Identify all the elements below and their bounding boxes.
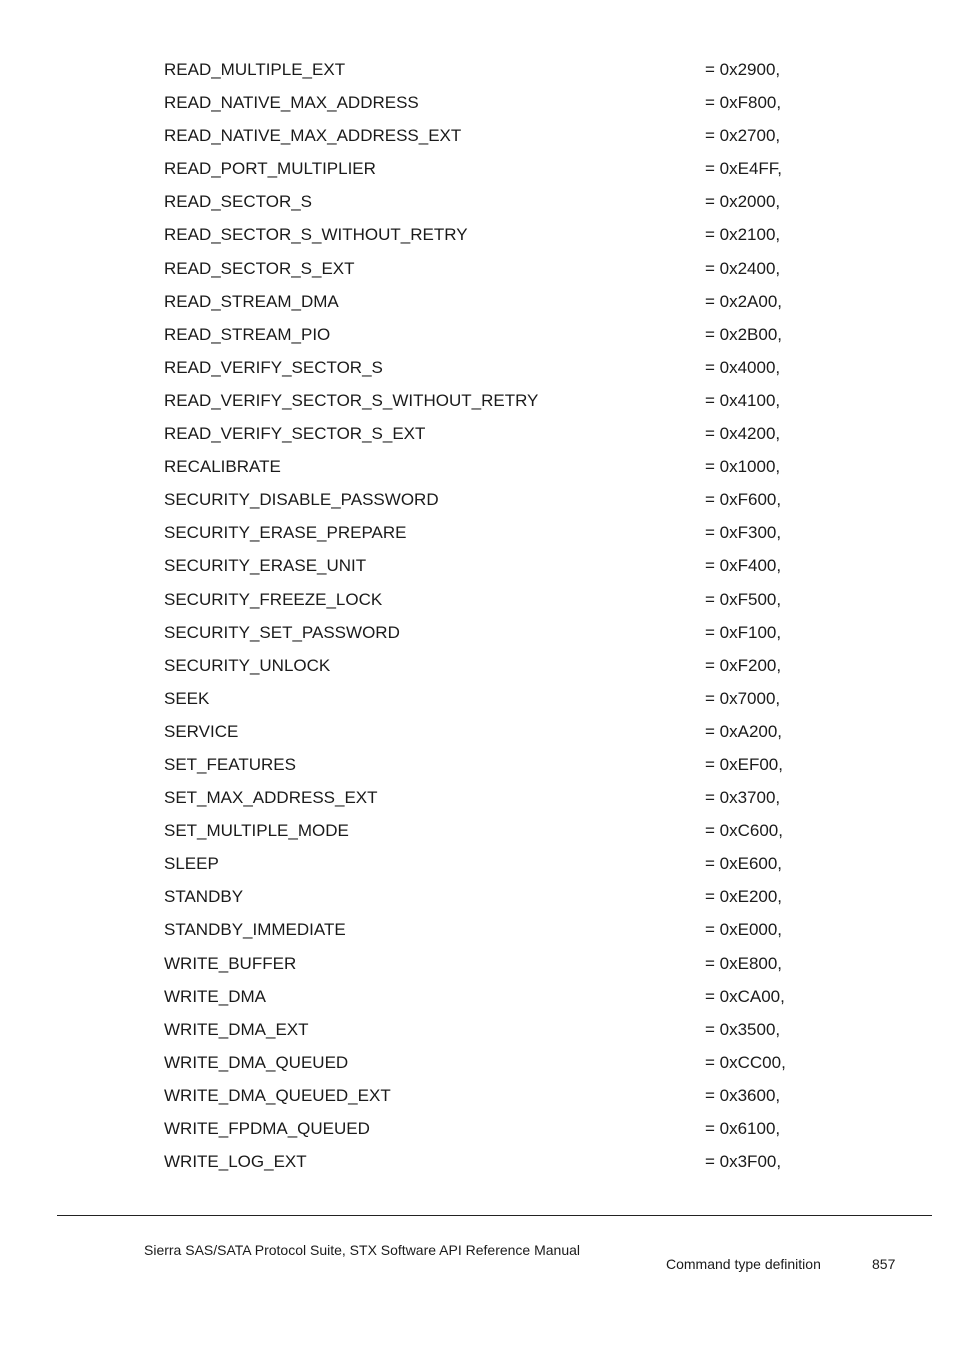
command-entry <box>0 1079 954 1112</box>
command-entry <box>0 847 954 880</box>
command-entry <box>0 748 954 781</box>
command-value: = 0x1000, <box>705 457 781 477</box>
command-entry <box>0 649 954 682</box>
command-name: WRITE_DMA_QUEUED_EXT <box>164 1085 391 1105</box>
command-entry <box>0 450 954 483</box>
command-name: SET_MAX_ADDRESS_EXT <box>164 788 378 808</box>
footer-page-number: 857 <box>872 1256 896 1272</box>
command-name: READ_SECTOR_S <box>164 192 313 212</box>
command-value: = 0x2900, <box>705 60 781 79</box>
command-name: SERVICE <box>164 721 239 741</box>
command-value: = 0x2A00, <box>705 291 783 311</box>
command-value: = 0x3F00, <box>705 1152 782 1172</box>
command-name: RECALIBRATE <box>164 457 281 477</box>
command-name: READ_NATIVE_MAX_ADDRESS <box>164 93 419 113</box>
command-value: = 0xEF00, <box>705 754 783 774</box>
command-value: = 0x2000, <box>705 192 781 212</box>
command-name: READ_SECTOR_S_WITHOUT_RETRY <box>164 225 468 245</box>
command-value: = 0xF300, <box>705 523 782 543</box>
command-entry <box>0 913 954 946</box>
command-value: = 0xE600, <box>705 854 783 874</box>
command-value: = 0x3600, <box>705 1085 781 1105</box>
command-name: WRITE_DMA_QUEUED <box>164 1052 349 1072</box>
command-entry <box>0 218 954 251</box>
command-value: = 0x3500, <box>705 1019 781 1039</box>
command-value: = 0x2400, <box>705 258 781 278</box>
command-name: STANDBY_IMMEDIATE <box>164 920 346 940</box>
command-entry <box>0 583 954 616</box>
command-entry <box>0 549 954 582</box>
command-name: SET_MULTIPLE_MODE <box>164 821 349 841</box>
command-name: SECURITY_SET_PASSWORD <box>164 622 400 642</box>
command-entry <box>0 483 954 516</box>
command-name: SECURITY_ERASE_PREPARE <box>164 523 407 543</box>
command-name: WRITE_DMA_EXT <box>164 1019 309 1039</box>
command-name: READ_STREAM_PIO <box>164 324 331 344</box>
command-name: WRITE_FPDMA_QUEUED <box>164 1119 370 1138</box>
command-name: READ_PORT_MULTIPLIER <box>164 159 376 179</box>
command-entry <box>0 814 954 847</box>
command-value: = 0x4200, <box>705 424 781 444</box>
command-name: SEEK <box>164 688 210 708</box>
command-entry <box>0 980 954 1013</box>
command-entry <box>0 119 954 152</box>
command-entry <box>0 152 954 185</box>
command-entry <box>0 616 954 649</box>
command-name: READ_NATIVE_MAX_ADDRESS_EXT <box>164 126 462 146</box>
command-value: = 0xCC00, <box>705 1052 786 1072</box>
command-list <box>0 53 954 1178</box>
command-value: = 0xF500, <box>705 589 782 609</box>
command-value: = 0xF800, <box>705 93 782 113</box>
command-name: SECURITY_DISABLE_PASSWORD <box>164 490 439 510</box>
command-name: WRITE_BUFFER <box>164 953 297 973</box>
command-value: = 0x4100, <box>705 390 781 410</box>
command-name: SECURITY_FREEZE_LOCK <box>164 589 383 609</box>
command-value: = 0xF400, <box>705 556 782 576</box>
command-name: SLEEP <box>164 854 219 874</box>
command-entry <box>0 1046 954 1079</box>
command-value: = 0x3700, <box>705 788 781 808</box>
command-value: = 0xC600, <box>705 821 783 841</box>
command-value: = 0x7000, <box>705 688 781 708</box>
command-value: = 0x2100, <box>705 225 781 245</box>
command-name: READ_VERIFY_SECTOR_S_EXT <box>164 424 426 444</box>
command-entry <box>0 781 954 814</box>
command-entry <box>0 516 954 549</box>
command-entry <box>0 947 954 980</box>
command-value: = 0x2700, <box>705 126 781 146</box>
command-value: = 0xE4FF, <box>705 159 783 179</box>
command-name: READ_SECTOR_S_EXT <box>164 258 355 278</box>
command-entry <box>0 53 954 86</box>
command-value: = 0x6100, <box>705 1119 781 1138</box>
command-entry <box>0 682 954 715</box>
command-value: = 0xF100, <box>705 622 782 642</box>
command-entry <box>0 185 954 218</box>
command-value: = 0x2B00, <box>705 324 783 344</box>
command-entry <box>0 417 954 450</box>
footer-divider <box>57 1215 932 1216</box>
command-name: READ_MULTIPLE_EXT <box>164 60 346 79</box>
command-value: = 0xA200, <box>705 721 783 741</box>
footer-section-title: Command type definition <box>666 1256 821 1272</box>
command-value: = 0xF200, <box>705 655 782 675</box>
command-name: READ_VERIFY_SECTOR_S <box>164 357 383 377</box>
command-name: SECURITY_ERASE_UNIT <box>164 556 367 576</box>
command-entry <box>0 318 954 351</box>
command-value: = 0xCA00, <box>705 986 785 1006</box>
command-name: SECURITY_UNLOCK <box>164 655 331 675</box>
command-value: = 0xE000, <box>705 920 783 940</box>
command-name: WRITE_DMA <box>164 986 266 1006</box>
command-entry <box>0 1013 954 1046</box>
command-name: READ_STREAM_DMA <box>164 291 339 311</box>
command-value: = 0x4000, <box>705 357 781 377</box>
command-entry <box>0 384 954 417</box>
command-entry <box>0 1145 954 1178</box>
command-value: = 0xF600, <box>705 490 782 510</box>
command-name: WRITE_LOG_EXT <box>164 1152 307 1172</box>
command-entry <box>0 252 954 285</box>
command-value: = 0xE800, <box>705 953 783 973</box>
command-name: SET_FEATURES <box>164 754 296 774</box>
command-entry <box>0 285 954 318</box>
command-name: STANDBY <box>164 887 244 907</box>
command-value: = 0xE200, <box>705 887 783 907</box>
command-entry <box>0 715 954 748</box>
command-entry <box>0 880 954 913</box>
footer-manual-title: Sierra SAS/SATA Protocol Suite, STX Software API Reference Manual <box>144 1242 581 1258</box>
command-name: READ_VERIFY_SECTOR_S_WITHOUT_RETRY <box>164 390 539 410</box>
command-entry <box>0 351 954 384</box>
command-entry <box>0 1112 954 1145</box>
command-entry <box>0 86 954 119</box>
